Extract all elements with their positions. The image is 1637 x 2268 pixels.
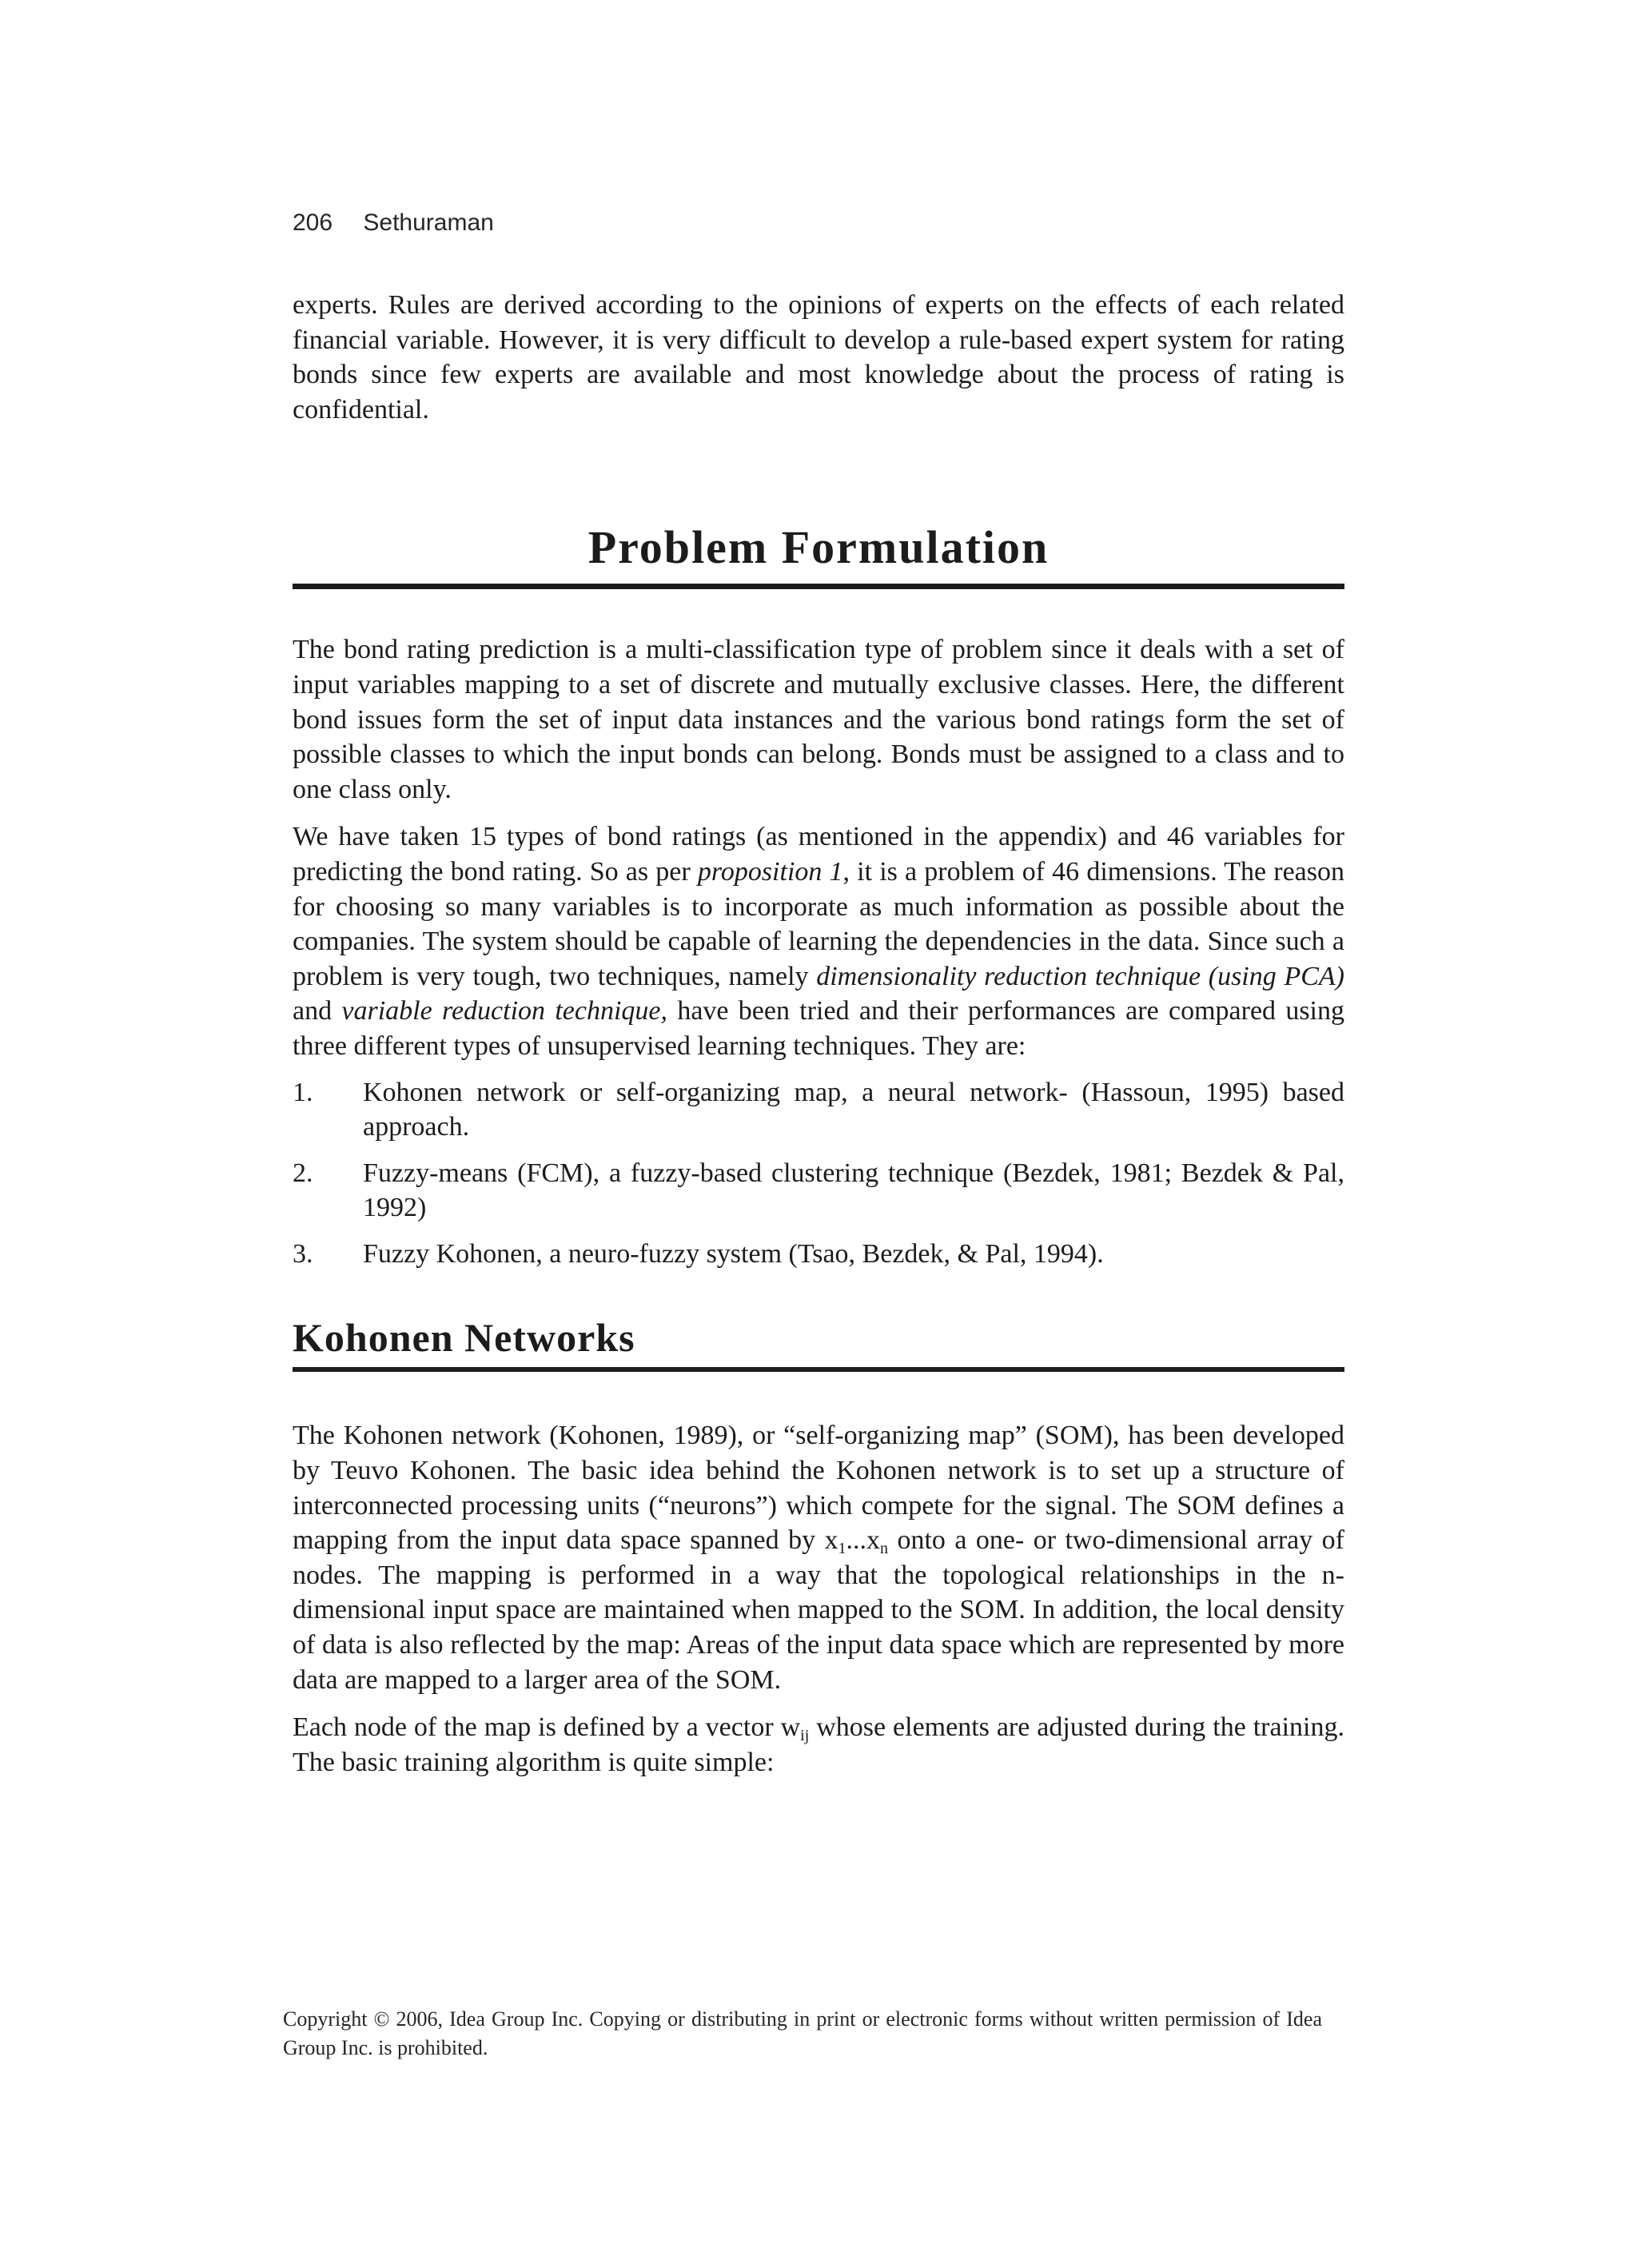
proposition-reference: proposition 1	[697, 856, 843, 887]
technique-name-dimensionality-reduction: dimensionality reduction technique (using PCA)	[816, 961, 1344, 991]
list-item-text: Fuzzy-means (FCM), a fuzzy-based clustering technique (Bezdek, 1981; Bezdek & Pal, 1992)	[363, 1158, 1344, 1223]
technique-name-variable-reduction: variable reduction technique,	[341, 996, 668, 1026]
problem-formulation-paragraph-1: The bond rating prediction is a multi-classification type of problem since it deals with a set of input variables mapping to a set of discrete and mutually exclusive classes. Here, the different bond issues form the set of input data instances and the various bond ratings form the set of possible classes to which the input bonds can belong. Bonds must be assigned to a class and to one class only.	[293, 635, 1344, 804]
technique-list	[293, 1075, 1344, 1272]
kohonen-paragraph-2: Each node of the map is defined by a vector $w_{ij}$ whose elements are adjusted during the training. The basic training algorithm is quite simple:	[293, 1712, 1344, 1777]
list-item	[293, 1075, 1344, 1145]
running-header-author: Sethuraman	[363, 209, 494, 236]
list-item-number: 1.	[293, 1077, 313, 1107]
section-title-problem-formulation: Problem Formulation	[293, 521, 1344, 589]
section-title-kohonen-networks: Kohonen Networks	[293, 1314, 1344, 1372]
list-item-number: 3.	[293, 1238, 313, 1269]
problem-formulation-paragraph-2: We have taken 15 types of bond ratings (as mentioned in the appendix) and 46 variables for predicting the bond rating. So as per proposition 1, it is a problem of 46 dimensions. The reason for choosing so many variables is to incorporate as much information as possible about the companies. The system should be capable of learning the dependencies in the data. Since such a problem is very tough, two techniques, namely dimensionality reduction technique (using PCA) and variable reduction technique, have been tried and their performances are compared using three different types of unsupervised learning techniques. They are:	[293, 822, 1345, 1061]
copyright-footer: Copyright © 2006, Idea Group Inc. Copying or distributing in print or electronic forms without written permission of Idea Group Inc. is prohibited.	[283, 2007, 1322, 2059]
list-item	[293, 1156, 1344, 1226]
page-body	[293, 288, 1344, 1780]
intro-paragraph: experts. Rules are derived according to the opinions of experts on the effects of each related financial variable. However, it is very difficult to develop a rule-based expert system for rating bonds since few experts are available and most knowledge about the process of rating is confidential.	[293, 290, 1344, 425]
list-item-text: Fuzzy Kohonen, a neuro-fuzzy system (Tsao, Bezdek, & Pal, 1994).	[363, 1238, 1104, 1269]
list-item-number: 2.	[293, 1158, 313, 1188]
list-item	[293, 1237, 1344, 1272]
kohonen-paragraph-1: The Kohonen network (Kohonen, 1989), or “self-organizing map” (SOM), has been developed by Teuvo Kohonen. The basic idea behind the Kohonen network is to set up a structure of interconnected processing units (“neurons”) which compete for the signal. The SOM defines a mapping from the input data space spanned by $x_1...x_n$ onto a one- or two-dimensional array of nodes. The mapping is performed in a way that the topological relationships in the n-dimensional input space are maintained when mapped to the SOM. In addition, the local density of data is also reflected by the map: Areas of the input data space which are represented by more data are mapped to a larger area of the SOM.	[293, 1421, 1344, 1695]
list-item-text: Kohonen network or self-organizing map, a neural network- (Hassoun, 1995) based approach.	[363, 1077, 1344, 1142]
running-header	[293, 209, 494, 237]
page-number: 206	[293, 209, 333, 236]
